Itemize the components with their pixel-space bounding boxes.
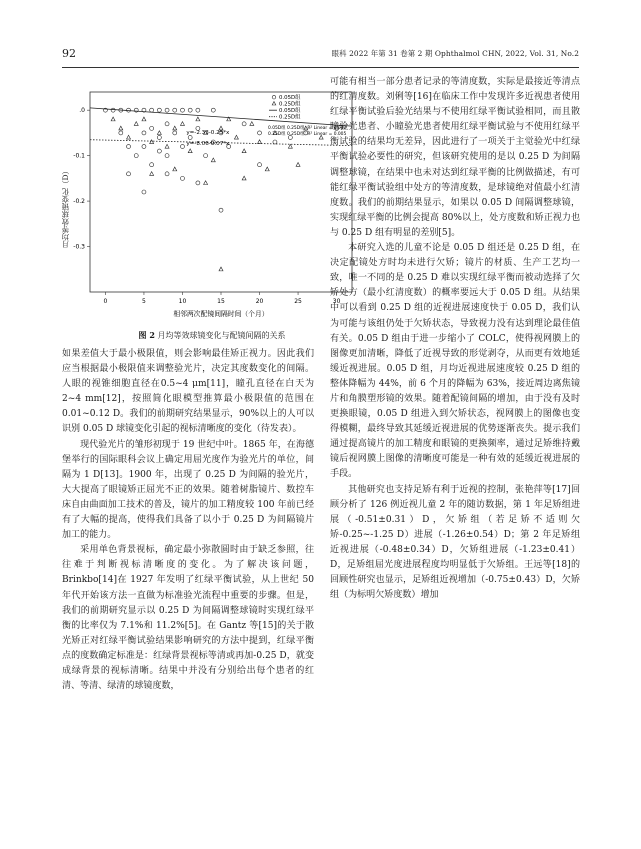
data-point xyxy=(265,167,269,171)
y-tick-label: -0.2 xyxy=(73,198,85,206)
data-point xyxy=(296,163,300,167)
legend-entry: 0.05D组 xyxy=(279,95,301,101)
data-point xyxy=(258,140,262,144)
data-point xyxy=(134,108,138,112)
data-point xyxy=(142,190,146,194)
data-point xyxy=(165,108,169,112)
x-tick-label: 0 xyxy=(103,298,108,305)
data-point xyxy=(188,108,192,112)
paragraph: 如果差值大于最小极限值，则会影响最佳矫正视力。因此我们应当根据最小极限值来调整验光片，决定其度数变化的间隔。人眼的视锥细胞直径在0.5~4 μm[11]，瞳孔直径在白天为 2~4 mm[12]，按照简化眼模型推算最小极限值的范围在 0.01~0.12 D。我们的前期研究结果显示，90%以上的人可以识别 0.05 D 球镜变化引起的视标清晰度的变化（待发表）。 xyxy=(62,349,314,435)
data-point xyxy=(150,140,154,144)
data-point xyxy=(150,163,154,167)
data-point xyxy=(242,122,246,126)
data-point xyxy=(157,131,161,135)
data-point xyxy=(204,154,208,158)
data-point xyxy=(180,122,184,126)
data-point xyxy=(258,163,262,167)
journal-info: 眼科 2022 年第 31 卷第 2 期 Ophthalmol CHN, 2022, Vol. 31, No.2 xyxy=(331,49,579,58)
x-tick-label: 10 xyxy=(178,298,187,305)
x-axis-label: 相邻两次配镜间隔时间（个月） xyxy=(173,310,269,318)
data-point xyxy=(157,149,161,153)
data-point xyxy=(180,108,184,112)
data-point xyxy=(111,108,115,112)
legend-marker xyxy=(272,102,276,106)
paragraph: 采用单色背景视标，确定最小弥散圆时由于缺乏参照，往往难于判断视标清晰度的变化。为了解决该问题，Brinkbo[14]在 1927 年发明了红绿平衡试验，从上世纪 50 年代开始该方法一直做为标准验光流程中重要的步骤。但是，我们的前期研究显示以 0.25 D 为间隔调整球镜时实现红绿平衡的比率仅为 7.1%和 11.2%[5]。在 Gantz 等[15]的关于散光矫正对红绿平衡试验结果影响研究的方法中提到，红绿平衡点的度数确定标准是：红绿背景视标等清或再加-0.25 D，就变成绿背景的视标清晰。结果中并没有分别给出每个患者的红清、等清、绿清的球镜度数， xyxy=(62,545,314,692)
data-point xyxy=(250,122,254,126)
x-tick-label: 30 xyxy=(332,298,341,305)
data-point xyxy=(188,135,192,139)
data-point xyxy=(196,117,200,121)
x-tick-label: 5 xyxy=(142,298,146,305)
trend-line xyxy=(90,108,352,126)
data-point xyxy=(204,181,208,185)
data-point xyxy=(165,154,169,158)
figure-number: 图 2 xyxy=(138,330,155,340)
right-text-column xyxy=(330,75,580,603)
data-point xyxy=(180,145,184,149)
data-point xyxy=(242,176,246,180)
data-point xyxy=(127,135,131,139)
data-point xyxy=(134,122,138,126)
legend-entry: 0.05D组 xyxy=(279,108,301,114)
data-point xyxy=(119,131,123,135)
data-point xyxy=(127,145,131,149)
data-point xyxy=(157,108,161,112)
plot-frame xyxy=(90,92,352,292)
left-text-column xyxy=(62,347,314,694)
data-point xyxy=(134,154,138,158)
data-point xyxy=(165,172,169,176)
scatter-chart xyxy=(62,82,362,327)
data-point xyxy=(273,140,277,144)
y-tick-label: -0.1 xyxy=(73,152,85,160)
x-tick-label: 15 xyxy=(217,298,225,305)
data-point xyxy=(180,176,184,180)
regression-equation: y=-8.06-0.07*x xyxy=(186,141,230,148)
data-point xyxy=(127,172,131,176)
legend-entry: 0.25D组 xyxy=(279,114,301,121)
legend-r2: 0.25D组 0.25D组: R² Linear = 0.005 xyxy=(268,132,347,137)
figure-2 xyxy=(61,82,362,340)
legend-marker xyxy=(272,95,276,99)
page-number: 92 xyxy=(62,47,76,60)
figure-caption-text: 月均等效球镜变化与配镜间隔的关系 xyxy=(154,331,286,340)
data-point xyxy=(234,135,238,139)
data-point xyxy=(150,108,154,112)
data-point xyxy=(219,208,223,212)
data-point xyxy=(219,267,223,271)
data-point xyxy=(157,135,161,139)
data-point xyxy=(111,117,115,121)
legend-entry: 0.25D组 xyxy=(279,101,301,108)
data-point xyxy=(165,122,169,126)
data-point xyxy=(211,158,215,162)
x-tick-label: 25 xyxy=(294,298,302,305)
data-point xyxy=(211,108,215,112)
data-point xyxy=(173,126,177,130)
data-point xyxy=(173,108,177,112)
data-point xyxy=(196,181,200,185)
x-tick-label: 20 xyxy=(255,298,264,305)
paragraph: 其他研究也支持足矫有利于近视的控制，张艳萍等[17]回顾分析了 126 例近视儿童 2 年的随访数据，第 1 年足矫组进展（-0.51±0.31）D，欠矫组（若足矫不适则欠矫-0.25~-1.25 D）进展（-1.26±0.54）D；第 2 年足矫组近视进展（-0.48±0.34）D，欠矫组进展（-1.23±0.41）D，足矫组屈光度进展程度均明显低于欠矫组。王远等[18]的回顾性研究也显示，足矫组近视增加（-0.75±0.43）D，欠矫组（为标明欠矫度数）增加 xyxy=(330,484,580,601)
data-point xyxy=(242,149,246,153)
data-point xyxy=(150,126,154,130)
regression-equation: y=-2.33-0.25*x xyxy=(186,129,230,136)
data-point xyxy=(196,108,200,112)
y-tick-label: .0 xyxy=(79,107,85,115)
page-header xyxy=(62,47,579,68)
data-point xyxy=(142,145,146,149)
data-point xyxy=(188,149,192,153)
figure-caption xyxy=(62,330,362,341)
data-point xyxy=(142,117,146,121)
paragraph: 现代验光片的雏形初现于 19 世纪中叶。1865 年，在海德堡举行的国际眼科会议上确定用屈光度作为验光片的单位，间隔为 1 D[13]。1900 年，出现了 0.25 D 为间隔的验光片，大大提高了眼镜矫正屈光不正的效果。随着树脂镜片、数控车床自由曲面加工技术的普及，镜片的加工精度较 100 年前已经有了大幅的提高，使得我们具备了以小于 0.25 D 为间隔镜片加工的能力。 xyxy=(62,439,314,541)
paragraph: 可能有相当一部分患者记录的等清度数，实际是最接近等清点的红清度数。刘俐等[16]在临床工作中发现许多近视患者使用红绿平衡试验后验光结果与不使用红绿平衡试验相同，而且散瞳验光患者、小瞳验光患者使用红绿平衡试验与不使用红绿平衡试验的结果均无差异，因此进行了一项关于主觉验光中红绿平衡试验必要性的研究，但该研究使用的是以 0.25 D 为间隔调整球镜，在结果中也未对达到红绿平衡的比例做描述，有可能红绿平衡试验组中处方的等清度数，是球镜绝对值最小红清度数。我们的前期结果显示，如果以 0.05 D 间隔调整球镜，实现红绿平衡的比例会提高 80%以上，处方度数和矫正视力也与 0.25 D 组有明显的差别[5]。 xyxy=(330,77,580,238)
data-point xyxy=(119,126,123,130)
data-point xyxy=(165,144,169,148)
data-point xyxy=(173,167,177,171)
paragraph: 本研究入选的儿童不论是 0.05 D 组还是 0.25 D 组，在决定配镜处方时均未进行欠矫；镜片的材质、生产工艺均一致，唯一不同的是 0.25 D 难以实现红绿平衡而被动选择了欠矫处方（最小红清度数）的概率要远大于 0.05 D 组。从结果中可以看到 0.25 D 组的近视进展速度快于 0.05 D，我们认为可能与该组仍处于欠矫状态，导致视力没有达到理论最佳值有关。0.05 D 组由于进一步缩小了 COLC，使得视网膜上的图像更加清晰，降低了近视导致的形觉剥夺，从而更有效地延缓近视进展。0.05 D 组，月均近视进展速度较 0.25 D 组的整体降幅为 44%，前 6 个月的降幅为 63%，接近周边离焦镜片和角膜塑形镜的效果。随着配镜间隔的增加，由于没有及时更换眼镜，0.05 D 组进入到欠矫状态，视网膜上的图像也变得模糊，最终导致其延缓近视进展的优势逐渐丧失。提示我们通过提高镜片的加工精度和眼镜的更换频率，通过足矫维持戴镜后视网膜上图像的清晰度可能是一种有效的延缓近视进展的手段。 xyxy=(330,243,580,480)
data-point xyxy=(288,144,292,148)
y-axis-label: 月均等效球镜变化（D） xyxy=(61,166,70,248)
data-point xyxy=(150,172,154,176)
data-point xyxy=(142,131,146,135)
data-point xyxy=(173,131,177,135)
legend-r2: 0.05D组 0.25D组: R² Linear = 0.082 xyxy=(268,126,347,131)
data-point xyxy=(258,131,262,135)
y-tick-label: -0.3 xyxy=(73,243,85,251)
